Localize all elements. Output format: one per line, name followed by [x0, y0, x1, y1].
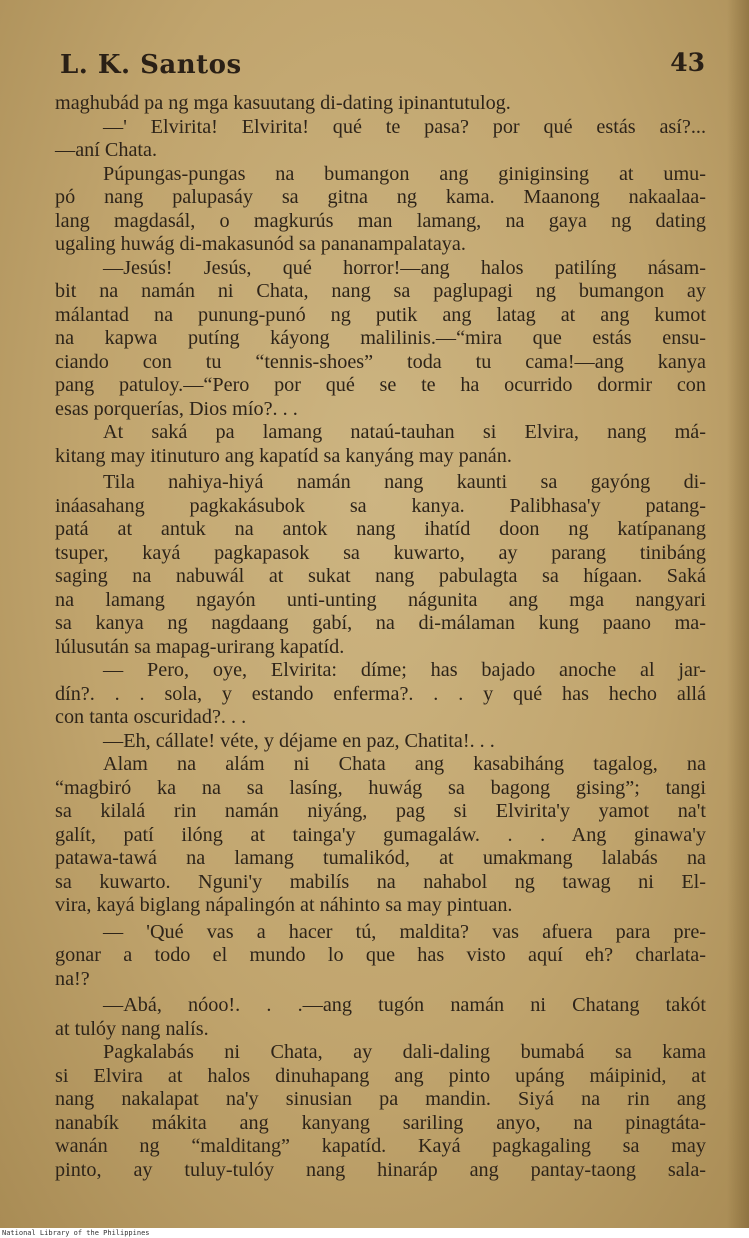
- text-line: maghubád pa ng mga kasuutang di-dating ipinantutulog.: [55, 92, 511, 114]
- text-line: sa kuwarto. Nguni'y mabilís na nahabol ng tawag ni El-: [55, 870, 706, 893]
- text-line: nang nakalapat na'y sinusian pa mandin. Siyá na rin ang: [55, 1088, 706, 1110]
- library-credit: National Library of the Philippines: [2, 1229, 150, 1237]
- text-line: sa kanya ng nagdaang gabí, na di-málaman kung paano ma-: [55, 612, 706, 634]
- text-line: ciando con tu “tennis-shoes” toda tu cama!—ang kanya: [55, 350, 706, 373]
- text-line: “magbiró ka na sa lasíng, huwág sa bagong gising”; tangi: [55, 776, 706, 799]
- text-line: patá at antuk na antok nang ihatíd doon ng katípanang: [55, 518, 706, 540]
- text-line: na kapwa putíng káyong malilinis.—“mira que estás ensu-: [55, 327, 706, 349]
- text-line: galít, patí ilóng at tainga'y gumagaláw. . . Ang ginawa'y: [55, 823, 706, 846]
- page-edge-shadow: [727, 0, 749, 1228]
- text-line: málantad na punung-punó ng putik ang latag at ang kumot: [55, 303, 706, 326]
- text-line: na lamang ngayón unti-unting nágunita ang mga nangyari: [55, 588, 706, 611]
- text-line: Tila nahiya-hiyá namán nang kaunti sa gayóng di-: [103, 471, 706, 493]
- text-line: ugaling huwág di-makasunód sa pananampalataya.: [55, 233, 466, 255]
- footer: [0, 1228, 749, 1238]
- text-line: ináasahang pagkakásubok sa kanya. Palibhasa'y patang-: [55, 494, 706, 517]
- text-line: esas porquerías, Dios mío?. . .: [55, 397, 298, 420]
- text-line: tsuper, kayá pagkapasok sa kuwarto, ay parang tinibáng: [55, 541, 706, 564]
- text-line: saging na nabuwál at sukat nang pabulagta sa hígaan. Saká: [55, 565, 706, 587]
- text-line: —' Elvirita! Elvirita! qué te pasa? por qué estás así?...: [103, 115, 706, 138]
- text-line: nanabík mákita ang kanyang sariling anyo, na pinagtáta-: [55, 1111, 706, 1134]
- text-line: si Elvira at halos dinuhapang ang pinto upáng máipinid, at: [55, 1064, 706, 1087]
- text-line: gonar a todo el mundo lo que has visto aquí eh? charlata-: [55, 944, 706, 966]
- text-line: lúlusután sa mapag-urirang kapatíd.: [55, 635, 345, 658]
- text-line: bit na namán ni Chata, nang sa paglupagi ng bumangon ay: [55, 280, 706, 302]
- text-line: pó nang palupasáy sa gitna ng kama. Maanong nakaalaa-: [55, 186, 706, 208]
- text-line: lang magdasál, o magkurús man lamang, na gaya ng dating: [55, 209, 706, 232]
- text-line: na!?: [55, 967, 90, 990]
- author-name: L. K. Santos: [60, 50, 242, 80]
- body-text: [55, 92, 706, 1182]
- text-line: — Pero, oye, Elvirita: díme; has bajado anoche al jar-: [103, 659, 706, 681]
- text-line: vira, kayá biglang nápalingón at náhinto sa may pintuan.: [55, 894, 513, 916]
- text-line: —Eh, cállate! véte, y déjame en paz, Chatita!. . .: [103, 729, 495, 752]
- text-line: Púpungas-pungas na bumangon ang giniginsing at umu-: [103, 162, 706, 185]
- text-line: sa kilalá rin namán niyáng, pag si Elvirita'y yamot na't: [55, 800, 706, 822]
- text-line: Pagkalabás ni Chata, ay dali-daling bumabá sa kama: [103, 1041, 706, 1063]
- text-line: At saká pa lamang nataú-tauhan si Elvira, nang má-: [103, 421, 706, 443]
- text-line: pang patuloy.—“Pero por qué se te ha ocurrido dormir con: [55, 374, 706, 396]
- text-line: patawa-tawá na lamang tumalikód, at umakmang lalabás na: [55, 847, 706, 869]
- running-header: [60, 50, 705, 86]
- text-line: dín?. . . sola, y estando enferma?. . . y qué has hecho allá: [55, 682, 706, 705]
- text-line: pinto, ay tuluy-tulóy nang hinaráp ang pantay-taong sala-: [55, 1158, 706, 1181]
- text-line: kitang may itinuturo ang kapatíd sa kanyáng may panán.: [55, 444, 512, 467]
- text-line: —Abá, nóoo!. . .—ang tugón namán ni Chatang takót: [103, 994, 706, 1016]
- text-line: Alam na alám ni Chata ang kasabiháng tagalog, na: [103, 753, 706, 775]
- page-number: 43: [670, 48, 705, 77]
- text-line: con tanta oscuridad?. . .: [55, 706, 247, 728]
- text-line: —Jesús! Jesús, qué horror!—ang halos patilíng násam-: [103, 256, 706, 279]
- text-line: at tulóy nang nalís.: [55, 1017, 209, 1040]
- text-line: wanán ng “malditang” kapatíd. Kayá pagkagaling sa may: [55, 1135, 706, 1157]
- text-line: —aní Chata.: [55, 139, 158, 161]
- text-line: — 'Qué vas a hacer tú, maldita? vas afuera para pre-: [103, 920, 706, 943]
